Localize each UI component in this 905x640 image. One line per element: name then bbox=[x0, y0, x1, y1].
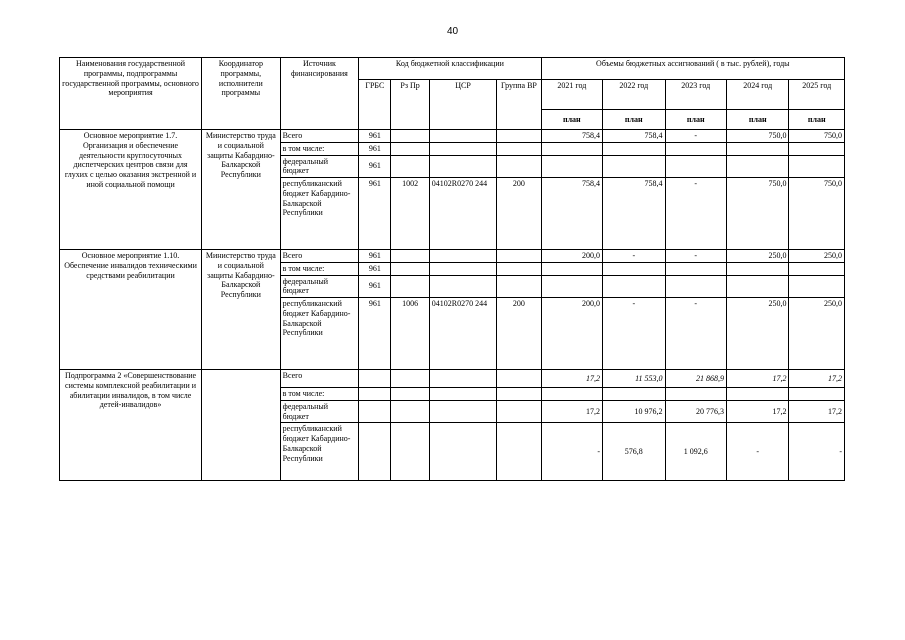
grbs-cell: 961 bbox=[359, 298, 391, 370]
csr-cell bbox=[429, 130, 497, 143]
source-cell: Всего bbox=[280, 130, 359, 143]
grbs-cell: 961 bbox=[359, 262, 391, 275]
vr-cell bbox=[497, 130, 541, 143]
header-plan: план bbox=[789, 110, 845, 130]
source-cell: федеральный бюджет bbox=[280, 400, 359, 423]
value-cell: 250,0 bbox=[789, 250, 845, 263]
source-cell: республиканский бюджет Кабардино-Балкарской Республики bbox=[280, 423, 359, 481]
source-cell: в том числе: bbox=[280, 142, 359, 155]
source-cell: федеральный бюджет bbox=[280, 275, 359, 298]
value-cell: 17,2 bbox=[541, 400, 602, 423]
csr-cell: 04102R0270 244 bbox=[429, 298, 497, 370]
value-cell: 20 776,3 bbox=[665, 400, 726, 423]
section-title: Подпрограмма 2 «Совершенствование системы комплексной реабилитации и абилитации инвалидов, в том числе детей-инвалидов» bbox=[60, 370, 202, 481]
value-cell: 250,0 bbox=[726, 298, 788, 370]
value-cell: 750,0 bbox=[789, 178, 845, 250]
source-cell: в том числе: bbox=[280, 262, 359, 275]
header-year: 2021 год bbox=[541, 80, 602, 110]
header-csr: ЦСР bbox=[429, 80, 497, 130]
table-row bbox=[60, 370, 845, 388]
source-cell: в том числе: bbox=[280, 388, 359, 401]
value-cell: 17,2 bbox=[726, 370, 788, 388]
section-coordinator: Министерство труда и социальной защиты Кабардино-Балкарской Республики bbox=[202, 130, 281, 250]
source-cell: Всего bbox=[280, 370, 359, 388]
grbs-cell: 961 bbox=[359, 142, 391, 155]
value-cell: 758,4 bbox=[541, 178, 602, 250]
header-year: 2024 год bbox=[726, 80, 788, 110]
header-year: 2022 год bbox=[603, 80, 665, 110]
value-cell: 758,4 bbox=[541, 130, 602, 143]
value-cell: 758,4 bbox=[603, 130, 665, 143]
value-cell: 17,2 bbox=[726, 400, 788, 423]
section-coordinator bbox=[202, 370, 281, 481]
header-source: Источник финансирования bbox=[280, 58, 359, 130]
value-cell: 750,0 bbox=[726, 178, 788, 250]
table-row bbox=[60, 130, 845, 143]
header-coordinator: Координатор программы, исполнители программы bbox=[202, 58, 281, 130]
csr-cell: 04102R0270 244 bbox=[429, 178, 497, 250]
value-cell: 10 976,2 bbox=[603, 400, 665, 423]
header-name: Наименования государственной программы, подпрограммы государственной программы, основного мероприятия bbox=[60, 58, 202, 130]
header-plan: план bbox=[541, 110, 602, 130]
value-cell: - bbox=[789, 423, 845, 481]
rzpr-cell bbox=[391, 130, 429, 143]
header-rzpr: Рз Пр bbox=[391, 80, 429, 130]
source-cell: республиканский бюджет Кабардино-Балкарской Республики bbox=[280, 178, 359, 250]
header-plan: план bbox=[726, 110, 788, 130]
grbs-cell: 961 bbox=[359, 275, 391, 298]
table-row bbox=[60, 250, 845, 263]
grbs-cell: 961 bbox=[359, 155, 391, 178]
header-year: 2025 год bbox=[789, 80, 845, 110]
value-cell: - bbox=[726, 423, 788, 481]
header-grbs: ГРБС bbox=[359, 80, 391, 130]
section-coordinator: Министерство труда и социальной защиты Кабардино-Балкарской Республики bbox=[202, 250, 281, 370]
value-cell: 1 092,6 bbox=[665, 423, 726, 481]
value-cell: - bbox=[665, 250, 726, 263]
value-cell: 11 553,0 bbox=[603, 370, 665, 388]
value-cell: 250,0 bbox=[726, 250, 788, 263]
rzpr-cell: 1006 bbox=[391, 298, 429, 370]
header-year: 2023 год bbox=[665, 80, 726, 110]
value-cell: 200,0 bbox=[541, 298, 602, 370]
value-cell: - bbox=[603, 250, 665, 263]
grbs-cell: 961 bbox=[359, 130, 391, 143]
value-cell: 21 868,9 bbox=[665, 370, 726, 388]
budget-allocation-table bbox=[59, 57, 845, 481]
value-cell: - bbox=[665, 178, 726, 250]
value-cell: 17,2 bbox=[789, 400, 845, 423]
grbs-cell: 961 bbox=[359, 250, 391, 263]
value-cell: - bbox=[541, 423, 602, 481]
source-cell: федеральный бюджет bbox=[280, 155, 359, 178]
value-cell: 250,0 bbox=[789, 298, 845, 370]
value-cell: 750,0 bbox=[726, 130, 788, 143]
value-cell: - bbox=[665, 298, 726, 370]
value-cell: 758,4 bbox=[603, 178, 665, 250]
value-cell: 200,0 bbox=[541, 250, 602, 263]
rzpr-cell: 1002 bbox=[391, 178, 429, 250]
header-code: Код бюджетной классификации bbox=[359, 58, 541, 80]
header-volumes: Объемы бюджетных ассигнований ( в тыс. рублей), годы bbox=[541, 58, 844, 80]
header-plan: план bbox=[665, 110, 726, 130]
source-cell: республиканский бюджет Кабардино-Балкарской Республики bbox=[280, 298, 359, 370]
page-number: 40 bbox=[446, 26, 459, 37]
value-cell: - bbox=[665, 130, 726, 143]
grbs-cell: 961 bbox=[359, 178, 391, 250]
value-cell: - bbox=[603, 298, 665, 370]
section-title: Основное мероприятие 1.10. Обеспечение инвалидов техническими средствами реабилитации bbox=[60, 250, 202, 370]
value-cell: 17,2 bbox=[541, 370, 602, 388]
value-cell: 576,8 bbox=[603, 423, 665, 481]
vr-cell: 200 bbox=[497, 178, 541, 250]
vr-cell: 200 bbox=[497, 298, 541, 370]
source-cell: Всего bbox=[280, 250, 359, 263]
header-vr: Группа ВР bbox=[497, 80, 541, 130]
value-cell: 17,2 bbox=[789, 370, 845, 388]
section-title: Основное мероприятие 1.7. Организация и обеспечение деятельности круглосуточных диспетчерских центров связи для глухих с целью оказания экстренной и иной социальной помощи bbox=[60, 130, 202, 250]
value-cell: 750,0 bbox=[789, 130, 845, 143]
header-plan: план bbox=[603, 110, 665, 130]
